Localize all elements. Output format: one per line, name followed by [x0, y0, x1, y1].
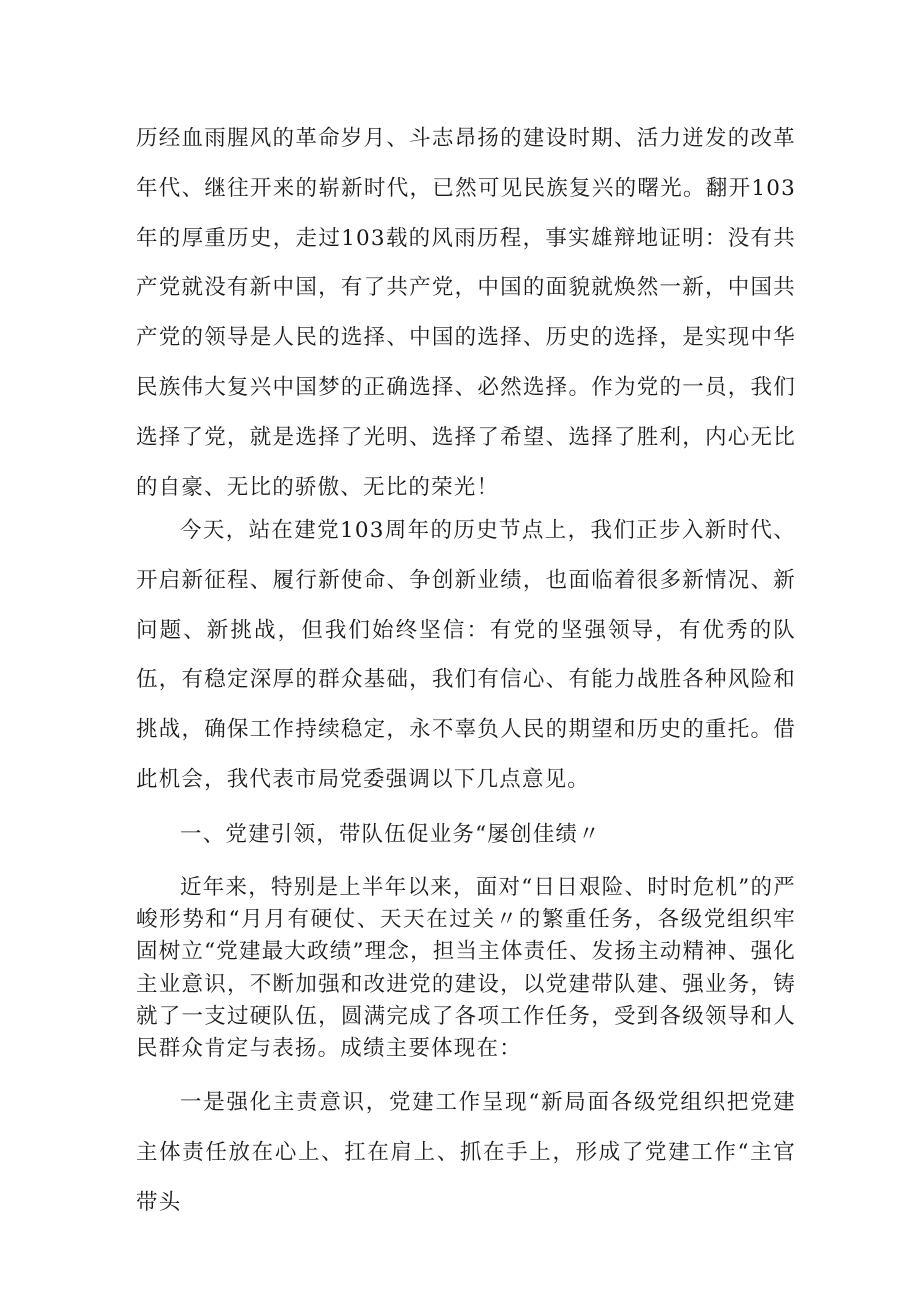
paragraph-today: 今天，站在建党103周年的历史节点上，我们正步入新时代、开启新征程、履行新使命、争创新业绩，也面临着很多新情况、新问题、新挑战，但我们始终坚信：有党的坚强领导，有优秀的队伍，有稳定深厚的群众基础，我们有信心、有能力战胜各种风险和挑战，确保工作持续稳定，永不辜负人民的期望和历史的重托。借此机会，我代表市局党委强调以下几点意见。: [136, 518, 796, 792]
paragraph-recent-years: 近年来，特别是上半年以来，面对“日日艰险、时时危机”的严峻形势和“月月有硬仗、天天在过关〃的繁重任务，各级党组织牢固树立“党建最大政绩”理念，担当主体责任、发扬主动精神、强化主业意识，不断加强和改进党的建设，以党建带队建、强业务，铸就了一支过硬队伍，圆满完成了各项工作任务，受到各级领导和人民群众肯定与表扬。成绩主要体现在：: [136, 875, 796, 1062]
section-heading: 一、党建引领，带队伍促业务“屡创佳绩〃: [180, 822, 601, 847]
paragraph-first-point: 一是强化主责意识，党建工作呈现“新局面各级党组织把党建主体责任放在心上、扛在肩上、抓在手上，形成了党建工作“主官带头: [136, 1090, 796, 1215]
paragraph-intro: 历经血雨腥风的革命岁月、斗志昂扬的建设时期、活力迸发的改革年代、继往开来的崭新时代，已然可见民族复兴的曙光。翻开103年的厚重历史，走过103载的风雨历程，事实雄辩地证明：没有共产党就没有新中国，有了共产党，中国的面貌就焕然一新，中国共产党的领导是人民的选择、中国的选择、历史的选择，是实现中华民族伟大复兴中国梦的正确选择、必然选择。作为党的一员，我们选择了党，就是选择了光明、选择了希望、选择了胜利，内心无比的自豪、无比的骄傲、无比的荣光！: [136, 126, 796, 500]
